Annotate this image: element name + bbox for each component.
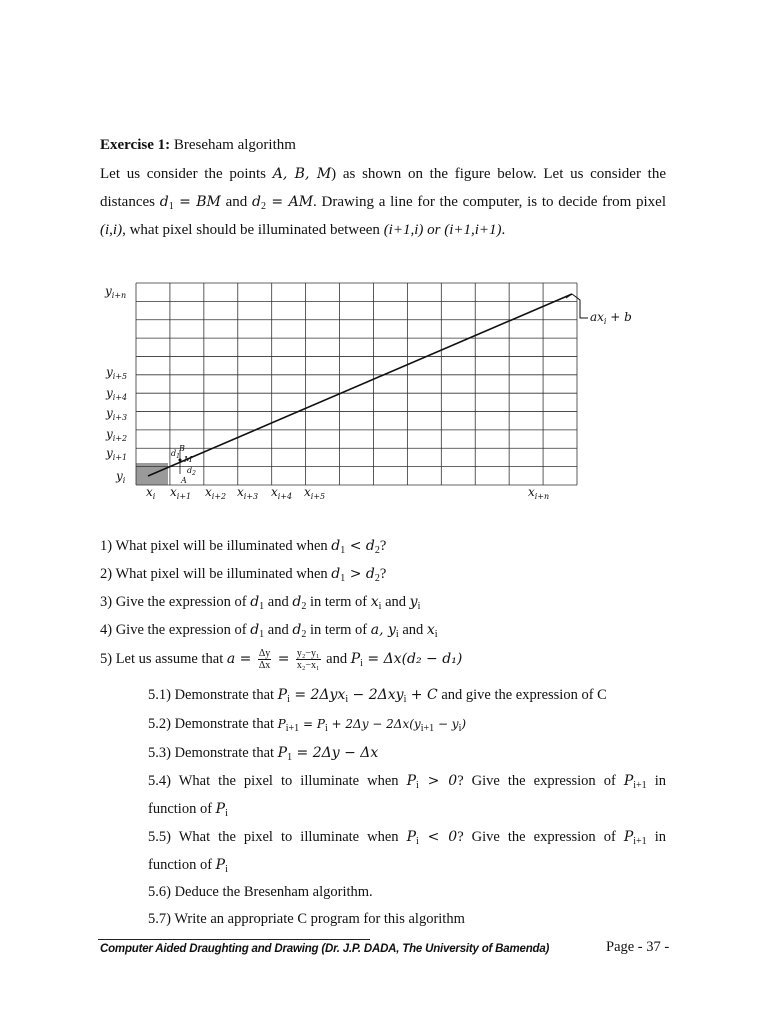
question-5: 5) Let us assume that a = $\frac{\Delta y}{\Delta x}$ = $\frac{\text{y₂−y₁}}{\text{x₂−x₁}}$ and $P_i = \Delta x(d_2 - d_1)$ (100, 648, 463, 671)
question-5-1: 5.1) Demonstrate that $P_i = 2\Delta yx_i - 2\Delta xy_i + C$ and give the expression of C (148, 687, 607, 705)
x-label: $x_{i+3}$ (237, 485, 259, 501)
question-5-5: 5.5) What the pixel to illuminate when $P_i < 0$? Give the expression of $P_{i+1}$ in (148, 829, 667, 847)
point-M-label: M (184, 455, 193, 464)
question-5-4-cont: function of $P_i$ (148, 801, 228, 819)
x-label: $x_i$ (146, 485, 156, 501)
question-4: 4) Give the expression of $d_1$ and $d_2$ in term of a, $y_i$ and $x_i$ (100, 622, 438, 640)
intro-line-2: distances $d_1$ = BM and $d_2$ = AM. Drawing a line for the computer, is to decide from pixel (100, 194, 666, 212)
footer-page-number: Page - 37 - (606, 939, 670, 955)
x-label: $x_{i+5}$ (304, 485, 326, 501)
question-5-7: 5.7) Write an appropriate C program for this algorithm (148, 911, 465, 927)
raster-line (148, 294, 572, 476)
question-5-4: 5.4) What the pixel to illuminate when $P_i > 0$? Give the expression of $P_{i+1}$ in (148, 773, 667, 791)
y-label: $y_{i+3}$ (106, 406, 128, 422)
point-B-label: B (179, 444, 185, 453)
y-label: $y_{i+5}$ (106, 365, 128, 381)
y-label: $y_{i+4}$ (106, 386, 128, 402)
exercise-number: Exercise 1: (100, 137, 171, 153)
question-5-3: 5.3) Demonstrate that $P_1 = 2\Delta y - \Delta x$ (148, 745, 379, 763)
x-label: $x_{i+2}$ (205, 485, 227, 501)
footer-course-title: Computer Aided Draughting and Drawing (Dr. J.P. DADA, The University of Bamenda) (100, 943, 550, 955)
fraction-y2y1-x2x1: $\frac{\text{y₂−y₁}}{\text{x₂−x₁}}$ (296, 648, 320, 671)
d2-label: $d_2$ (187, 466, 196, 477)
question-5-6: 5.6) Deduce the Bresenham algorithm. (148, 884, 373, 900)
y-label: $y_i$ (116, 469, 126, 485)
x-label: $x_{i+4}$ (271, 485, 293, 501)
y-label: $y_{i+2}$ (106, 427, 128, 443)
y-label: $y_{i+1}$ (106, 446, 128, 462)
x-label: $x_{i+n}$ (528, 485, 550, 501)
x-label: $x_{i+1}$ (170, 485, 192, 501)
point-A-label: A (181, 476, 187, 485)
intro-line-3: (i,i), what pixel should be illuminated between (i+1,i) or (i+1,i+1). (100, 222, 506, 238)
question-3: 3) Give the expression of $d_1$ and $d_2$ in term of $x_i$ and $y_i$ (100, 594, 421, 612)
y-axis-labels (104, 284, 127, 485)
exercise-topic: Breseham algorithm (173, 137, 296, 153)
question-2: 2) What pixel will be illuminated when $d_1 > d_2$? (100, 566, 387, 584)
fraction-dy-dx: $\frac{\Delta y}{\Delta x}$ (258, 648, 271, 671)
question-5-5-cont: function of $P_i$ (148, 857, 228, 875)
pixel-grid (136, 283, 577, 485)
line-label-leader (572, 294, 588, 318)
d1-label: $d_1$ (171, 449, 180, 460)
footer-rule (98, 939, 370, 940)
y-label: $y_{i+n}$ (105, 284, 127, 300)
intro-line-1: Let us consider the points A, B, M) as shown on the figure below. Let us consider the (100, 166, 666, 182)
x-axis-labels (146, 485, 549, 501)
question-1: 1) What pixel will be illuminated when $d_1 < d_2$? (100, 538, 387, 556)
line-equation-label: $ax_i + b$ (590, 310, 632, 326)
question-5-2: 5.2) Demonstrate that $P_{i+1} = P_i + 2\Delta y - 2\Delta x(y_{i+1} - y_i)$ (148, 716, 467, 734)
